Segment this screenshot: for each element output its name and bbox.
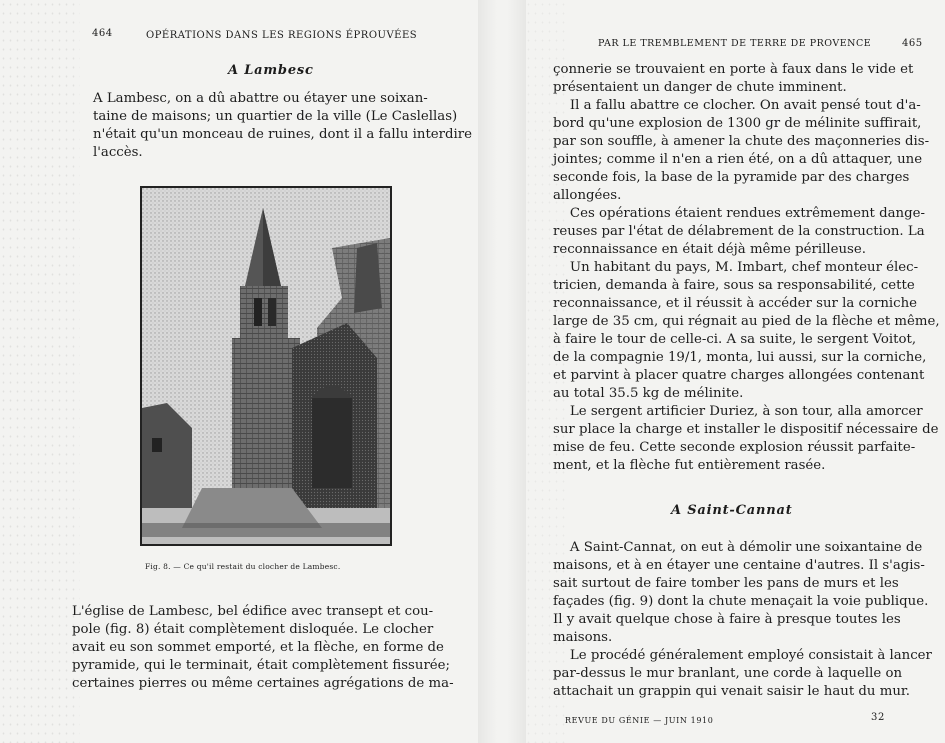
text-line: ment, et la flèche fut entièrement rasée. [553, 458, 826, 473]
text-line: large de 35 cm, qui régnait au pied de la flèche et même, [553, 314, 940, 329]
text-line: taine de maisons; un quartier de la ville (Le Caslellas) [93, 109, 458, 124]
text-line: Le sergent artificier Duriez, à son tour, alla amorcer [553, 404, 923, 419]
text-line: pole (fig. 8) était complètement disloquée. Le clocher [72, 622, 434, 637]
text-line: A Lambesc, on a dû abattre ou étayer une soixan- [93, 91, 428, 106]
text-line: Il a fallu abattre ce clocher. On avait pensé tout d'a- [553, 98, 921, 113]
text-line: seconde fois, la base de la pyramide par des charges [553, 170, 910, 185]
paragraph [553, 61, 940, 475]
page-number: 465 [902, 38, 923, 49]
text-line: présentaient un danger de chute imminent. [553, 80, 847, 95]
paragraph [72, 603, 454, 693]
text-line: allongées. [553, 188, 622, 203]
paragraph [553, 539, 932, 701]
text-line: avait eu son sommet emporté, et la flèche, en forme de [72, 640, 444, 655]
paragraph [93, 90, 472, 162]
text-line: reconnaissance, et il réussit à accéder sur la corniche [553, 296, 918, 311]
figure-caption: Fig. 8. — Ce qu'il restait du clocher de Lambesc. [145, 562, 341, 571]
text-line: Le procédé généralement employé consistait à lancer [553, 648, 932, 663]
text-line: bord qu'une explosion de 1300 gr de mélinite suffirait, [553, 116, 922, 131]
text-line: au total 35.5 kg de mélinite. [553, 386, 744, 401]
text-line: Il y avait quelque chose à faire à presque toutes les [553, 612, 901, 627]
text-line: l'accès. [93, 145, 143, 160]
text-line: Ces opérations étaient rendues extrêmement dange- [553, 206, 925, 221]
text-line: attachait un grappin qui venait saisir le haut du mur. [553, 684, 911, 699]
text-line: A Saint-Cannat, on eut à démolir une soixantaine de [553, 540, 923, 555]
page-number: 464 [92, 28, 113, 39]
text-line: maisons. [553, 630, 613, 645]
running-header: OPÉRATIONS DANS LES REGIONS ÉPROUVÉES [146, 30, 418, 41]
text-line: à faire le tour de celle-ci. A sa suite, le sergent Voitot, [553, 332, 917, 347]
text-line: tricien, demanda à faire, sous sa responsabilité, cette [553, 278, 915, 293]
text-line: L'église de Lambesc, bel édifice avec transept et cou- [72, 604, 434, 619]
text-line: n'était qu'un monceau de ruines, dont il a fallu interdire [93, 127, 473, 142]
text-line: pyramide, qui le terminait, était complètement fissurée; [72, 658, 451, 673]
section-title: A Lambesc [228, 63, 314, 78]
text-line: reuses par l'état de délabrement de la construction. La [553, 224, 925, 239]
text-line: çonnerie se trouvaient en porte à faux dans le vide et [553, 62, 914, 77]
text-line: certaines pierres ou même certaines agrégations de ma- [72, 676, 454, 691]
text-line: maisons, et à en étayer une centaine d'autres. Il s'agis- [553, 558, 925, 573]
text-line: jointes; comme il n'en a rien été, on a dû attaquer, une [553, 152, 923, 167]
text-line: mise de feu. Cette seconde explosion réussit parfaite- [553, 440, 916, 455]
text-line: façades (fig. 9) dont la chute menaçait la voie publique. [553, 594, 929, 609]
text-line: de la compagnie 19/1, monta, lui aussi, sur la corniche, [553, 350, 927, 365]
text-line: par son souffle, à amener la chute des maçonneries dis- [553, 134, 930, 149]
running-header: PAR LE TREMBLEMENT DE TERRE DE PROVENCE [598, 38, 872, 49]
section-title: A Saint-Cannat [671, 503, 793, 518]
page-folio: 32 [871, 712, 885, 723]
text-line: sur place la charge et installer le dispositif nécessaire de [553, 422, 939, 437]
text-line: sait surtout de faire tomber les pans de murs et les [553, 576, 899, 591]
book-gutter [478, 0, 526, 743]
text-line: par-dessus le mur branlant, une corde à laquelle on [553, 666, 903, 681]
text-line: et parvint à placer quatre charges allongées contenant [553, 368, 925, 383]
text-line: reconnaissance en était déjà même périlleuse. [553, 242, 866, 257]
journal-footer: REVUE DU GÉNIE — JUIN 1910 [565, 716, 714, 725]
right-page [525, 0, 945, 743]
bell-tower-illustration [142, 188, 390, 544]
church-photo [140, 186, 392, 546]
text-line: Un habitant du pays, M. Imbart, chef monteur élec- [553, 260, 919, 275]
